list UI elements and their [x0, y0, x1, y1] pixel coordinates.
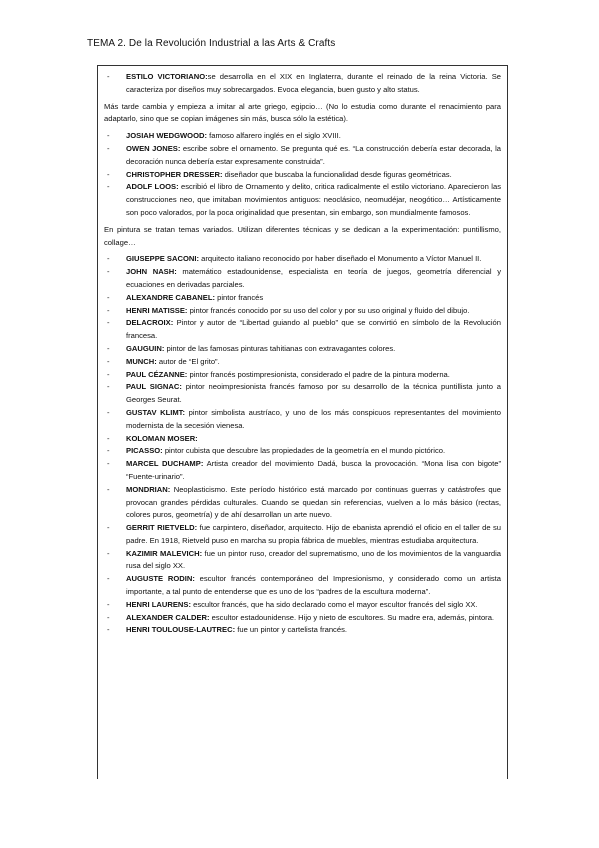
item-name: GERRIT RIETVELD: — [126, 523, 198, 533]
list-item — [104, 573, 501, 599]
page-header: TEMA 2. De la Revolución Industrial a las Arts & Crafts — [87, 38, 336, 49]
dash-bullet: - — [107, 612, 110, 622]
list-item — [104, 181, 501, 219]
item-text: arquitecto italiano reconocido por haber diseñado el Monumento a Víctor Manuel II. — [199, 254, 482, 264]
item-name: JOHN NASH: — [126, 267, 177, 277]
list-item — [104, 266, 501, 292]
dash-bullet: - — [107, 523, 110, 533]
item-name: KAZIMIR MALEVICH: — [126, 548, 203, 558]
list-group-designers — [104, 130, 501, 220]
dash-bullet: - — [107, 574, 110, 584]
list-item — [104, 407, 501, 433]
item-text: escultor estadounidense. Hijo y nieto de escultores. Su madre era, además, pintora. — [209, 612, 495, 622]
paragraph-painting: En pintura se tratan temas variados. Utilizan diferentes técnicas y se dedican a la experimentación: puntillismo, collage… — [104, 224, 501, 247]
dash-bullet: - — [107, 267, 110, 277]
list-item — [104, 522, 501, 548]
dash-bullet: - — [107, 484, 110, 494]
item-name: AUGUSTE RODIN: — [126, 574, 195, 584]
dash-bullet: - — [107, 599, 110, 609]
item-name: ALEXANDRE CABANEL: — [126, 292, 216, 302]
list-item — [104, 253, 501, 266]
dash-bullet: - — [107, 446, 110, 456]
list-item — [104, 292, 501, 305]
item-text: Pintor y autor de “Libertad guiando al pueblo” que se convirtió en símbolo de la Revolución francesa. — [126, 318, 501, 341]
item-text: escultor francés contemporáneo del Impresionismo, y considerado como un artista importante, a tal punto de entenderse que es uno de los “padres de la escultura moderna”. — [126, 574, 502, 597]
dash-bullet: - — [107, 407, 110, 417]
item-name: OWEN JONES: — [126, 143, 181, 153]
list-item — [104, 71, 501, 97]
list-item — [104, 143, 501, 169]
item-text: escribe sobre el ornamento. Se pregunta qué es. “La construcción debería estar decorada, la decoración nunca debería estar expresamente construida”. — [126, 143, 501, 166]
dash-bullet: - — [107, 182, 110, 192]
item-text: famoso alfarero inglés en el siglo XVIII. — [207, 131, 341, 141]
item-name: ADOLF LOOS: — [126, 182, 179, 192]
list-item — [104, 130, 501, 143]
item-text: escribió el libro de Ornamento y delito, critica radicalmente el estilo victoriano. Aparecieron las construcciones neo, que imitaban movimientos antiguos: neoclásico, neomudéjar, neogótico… Artísticamente son poco valorados, por la poca originalidad que presentan, sin embargo, son mundialmente famosos. — [126, 182, 501, 217]
item-text: pintor francés postimpresionista, considerado el padre de la pintura moderna. — [187, 369, 450, 379]
item-name: PAUL CÉZANNE: — [126, 369, 188, 379]
item-name: HENRI TOULOUSE-LAUTREC: — [126, 625, 236, 635]
list-item — [104, 356, 501, 369]
item-text: Artista creador del movimiento Dadá, busca la provocación. “Mona lisa con bigote” “Fuente-urinario”. — [126, 459, 502, 481]
list-item — [104, 343, 501, 356]
item-name: GUSTAV KLIMT: — [126, 407, 186, 417]
item-text: pintor francés conocido por su uso del color y por su uso original y fluido del dibujo. — [187, 305, 470, 315]
item-text: fue un pintor ruso, creador del suprematismo, uno de los movimientos de la vanguardia rusa del siglo XX. — [126, 548, 501, 571]
item-text: pintor de las famosas pinturas tahitianas con extravagantes colores. — [164, 343, 396, 353]
list-item — [104, 433, 501, 446]
content-box — [97, 65, 508, 779]
list-item — [104, 612, 501, 625]
list-item — [104, 548, 501, 574]
item-name: PAUL SIGNAC: — [126, 382, 182, 392]
item-name: GIUSEPPE SACONI: — [126, 254, 199, 264]
list-item — [104, 317, 501, 343]
item-text: pintor cubista que descubre las propiedades de la geometría en el mundo pictórico. — [162, 446, 446, 456]
list-item — [104, 599, 501, 612]
item-text: pintor neoimpresionista francés famoso por su desarrollo de la técnica puntillista junto a Georges Seurat. — [126, 382, 501, 405]
dash-bullet: - — [107, 254, 110, 264]
dash-bullet: - — [107, 72, 110, 81]
dash-bullet: - — [107, 382, 110, 392]
dash-bullet: - — [107, 143, 110, 153]
item-text: fue carpintero, diseñador, arquitecto. Hijo de ebanista aprendió el oficio en el taller de su padre. En 1918, Rietveld puso en marcha su propia fábrica de muebles, mientras estudiaba arquitectura. — [126, 523, 501, 545]
item-text: diseñador que buscaba la funcionalidad desde figuras geométricas. — [222, 169, 452, 179]
list-item — [104, 381, 501, 407]
list-item — [104, 624, 501, 637]
item-name: ESTILO VICTORIANO: — [126, 72, 208, 81]
item-name: DELACROIX: — [126, 318, 174, 328]
list-item — [104, 445, 501, 458]
item-name: ALEXANDER CALDER: — [126, 612, 210, 622]
dash-bullet: - — [107, 292, 110, 302]
item-text: pintor simbolista austríaco, y uno de los más conspicuos representantes del movimiento modernista de la secesión vienesa. — [126, 407, 501, 430]
item-text: se desarrolla en el XIX en Inglaterra, durante el reinado de la reina Victoria. Se caracteriza por diseños muy sobrecargados. Evoca elegancia, buen gusto y alto status. — [126, 72, 501, 94]
item-text: pintor francés — [215, 292, 264, 302]
dash-bullet: - — [107, 459, 110, 469]
paragraph-imitation: Más tarde cambia y empieza a imitar al arte griego, egipcio… (No lo estudia como durante el renacimiento para adaptarlo, sino que se copian imágenes sin más, busca sólo la estética). — [104, 101, 501, 124]
dash-bullet: - — [107, 318, 110, 328]
dash-bullet: - — [107, 169, 110, 179]
item-text: escultor francés, que ha sido declarado como el mayor escultor francés del siglo XX. — [190, 599, 478, 609]
list-item — [104, 484, 501, 522]
item-name: MONDRIAN: — [126, 484, 171, 494]
item-text: fue un pintor y cartelista francés. — [235, 625, 347, 635]
list-item — [104, 458, 501, 484]
item-name: JOSIAH WEDGWOOD: — [126, 131, 207, 141]
list-group-victoriano — [104, 71, 501, 97]
item-name: HENRI LAURENS: — [126, 599, 191, 609]
item-text: Neoplasticismo. Este período histórico está marcado por continuas guerras y catástrofes que provocan grandes pérdidas culturales. Cuando se quedan sin referencias, vuelven a lo más básico (rectas, colores puros, geometría) y de ahí desarrollan un arte nuevo. — [126, 484, 501, 520]
item-name: MUNCH: — [126, 356, 157, 366]
dash-bullet: - — [107, 343, 110, 353]
dash-bullet: - — [107, 625, 110, 635]
item-name: KOLOMAN MOSER: — [126, 433, 198, 443]
dash-bullet: - — [107, 356, 110, 366]
list-group-artists — [104, 253, 501, 637]
item-name: HENRI MATISSE: — [126, 305, 188, 315]
dash-bullet: - — [107, 369, 110, 379]
item-text: matemático estadounidense, especialista en teoría de juegos, geometría diferencial y ecuaciones en derivadas parciales. — [126, 267, 501, 289]
list-item — [104, 169, 501, 182]
item-name: MARCEL DUCHAMP: — [126, 459, 204, 469]
list-item — [104, 369, 501, 382]
dash-bullet: - — [107, 548, 110, 558]
item-name: CHRISTOPHER DRESSER: — [126, 169, 223, 179]
dash-bullet: - — [107, 433, 110, 443]
dash-bullet: - — [107, 131, 110, 141]
item-name: GAUGUIN: — [126, 343, 165, 353]
list-item — [104, 305, 501, 318]
dash-bullet: - — [107, 305, 110, 315]
item-text: autor de “El grito”. — [156, 356, 220, 366]
item-name: PICASSO: — [126, 446, 163, 456]
